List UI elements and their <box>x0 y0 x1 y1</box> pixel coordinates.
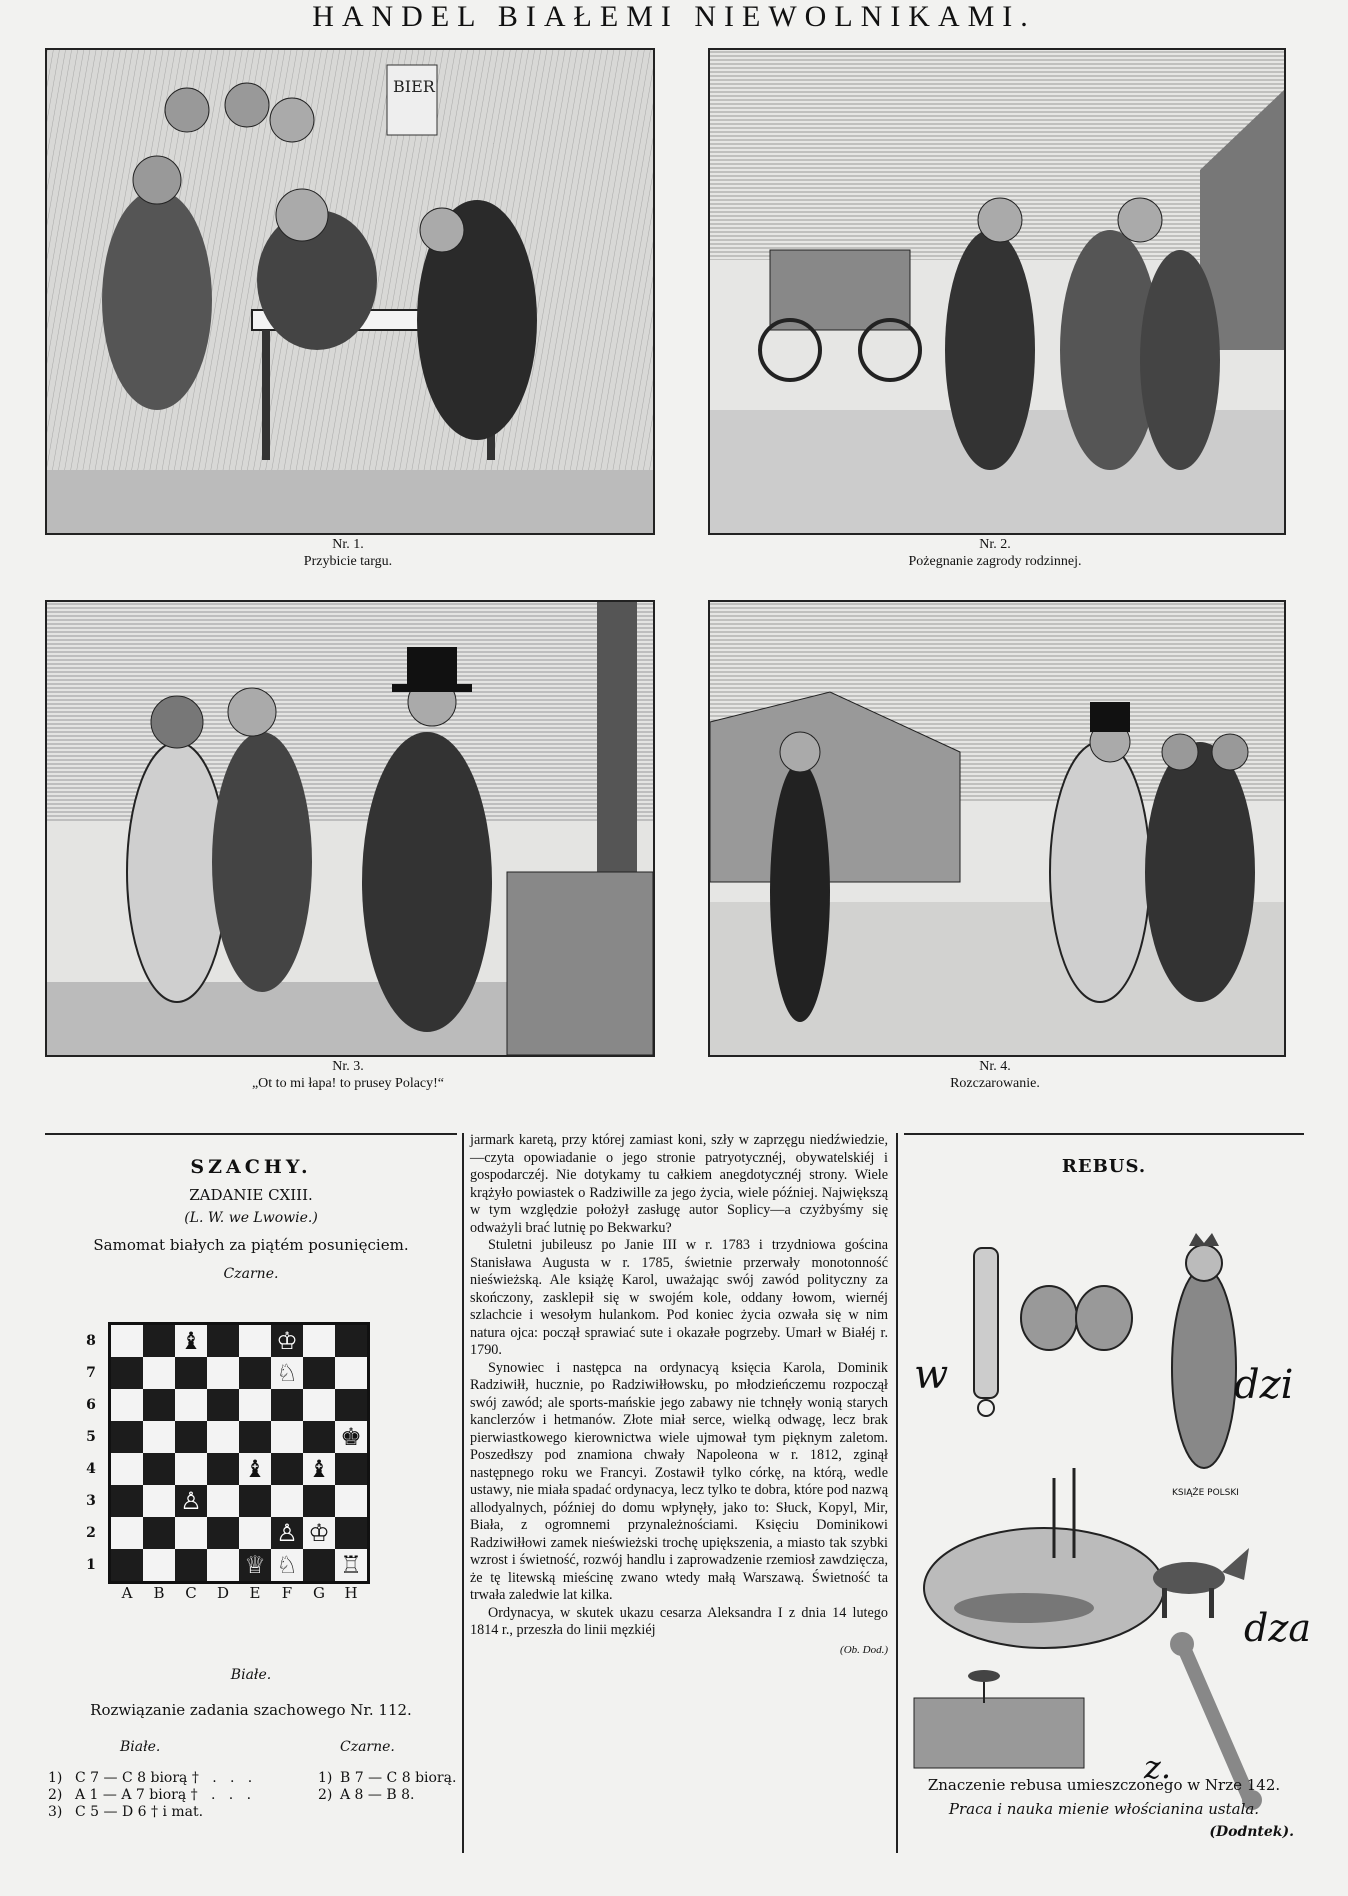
chess-square-a2 <box>111 1517 143 1549</box>
chess-square-c7 <box>175 1357 207 1389</box>
chess-square-a3 <box>111 1485 143 1517</box>
panel-1-number: Nr. 1. <box>332 537 364 552</box>
chess-square-d5 <box>207 1421 239 1453</box>
chess-square-g4: ♝ <box>303 1453 335 1485</box>
solution-move-3-white: C 5 — D 6 † i mat. <box>75 1804 204 1820</box>
chess-square-h2 <box>335 1517 367 1549</box>
chess-square-g7 <box>303 1357 335 1389</box>
chess-square-b1 <box>143 1549 175 1581</box>
chess-square-b8 <box>143 1325 175 1357</box>
chess-square-a1 <box>111 1549 143 1581</box>
column-divider-left <box>462 1133 464 1853</box>
chess-square-b6 <box>143 1389 175 1421</box>
chess-square-h3 <box>335 1485 367 1517</box>
solution-move-1-black: B 7 — C 8 biorą. <box>340 1770 457 1786</box>
recruitment-scene-engraving <box>47 602 653 1055</box>
illustration-panel-1 <box>45 48 655 535</box>
rebus-top-rule <box>904 1133 1304 1135</box>
rank-label: 7 <box>86 1365 96 1381</box>
chess-white-label: Białe. <box>230 1667 272 1683</box>
disenchantment-scene-engraving <box>710 602 1284 1055</box>
rank-label: 3 <box>86 1493 96 1509</box>
chess-square-e4: ♝ <box>239 1453 271 1485</box>
panel-4-caption <box>708 1058 1282 1092</box>
rebus-answer: Praca i nauka mienie włościanina ustala. <box>948 1800 1260 1818</box>
article-paragraph-1: jarmark karetą, przy której zamiast koni, szły w zaprzęgu niedźwiedzie, —czyta opowiadanie o jego stronie patryotycznéj, obywatelskiéj i gospodarczéj. Nie dotykamy tu całkiem anegdotycznéj strony. Wiele krążyło powiastek o Radziwille za jego życia, wiele później. Największą w tym względzie położył zasługę autor Soplicy—a czyżbyśmy się odważyli brać lutnię po Bekwarku? <box>470 1132 888 1236</box>
chess-square-e1: ♕ <box>239 1549 271 1581</box>
strap-icon <box>974 1248 998 1416</box>
article-column <box>470 1132 888 1659</box>
chess-square-a6 <box>111 1389 143 1421</box>
chess-square-a4 <box>111 1453 143 1485</box>
chess-square-d6 <box>207 1389 239 1421</box>
chess-square-b2 <box>143 1517 175 1549</box>
illustration-panel-4 <box>708 600 1286 1057</box>
solution-move-2-black-number: 2) <box>318 1787 333 1803</box>
rank-label: 6 <box>86 1397 96 1413</box>
chess-square-g2: ♔ <box>303 1517 335 1549</box>
chess-square-b7 <box>143 1357 175 1389</box>
chess-square-g3 <box>303 1485 335 1517</box>
chess-square-c3: ♙ <box>175 1485 207 1517</box>
chess-square-e3 <box>239 1485 271 1517</box>
chess-square-h5: ♚ <box>335 1421 367 1453</box>
chess-square-h7 <box>335 1357 367 1389</box>
chess-board <box>108 1322 370 1584</box>
chess-square-f5 <box>271 1421 303 1453</box>
panel-3-number: Nr. 3. <box>332 1059 364 1074</box>
rank-label: 1 <box>86 1557 96 1573</box>
chess-square-g8 <box>303 1325 335 1357</box>
article-paragraph-3: Synowiec i następca na ordynacyą księcia Karola, Dominik Radziwiłł, hucznie, po Radziwiłłowsku, po młodzieńczemu rozpoczął swój zawód; ale sports-mańskie jego zabawy nie tchnęły wonią starych kanclerzów i hetmanów. Złote miał serce, wielką odwagę, lecz brak pierwiastkowego kierownictwa wiele ujmował tym pięknym zaletom. Poszedłszy pod znamiona chwały Napoleona w r. 1812, zginął następnego roku we Francyi. Zostawił tylko córkę, na którą, wedle ustawy, nie miała spadać ordynacya, lecz tylko te dobra, które pod nazwą allodyalnych, później do domu wpłynęły, jako to: Słuck, Kopyl, Mir, Biała, z ogromnemi przynależnościami. Księciu Dominikowi Radziwiłłowi zamek nieświeżski trochę upiększenia, a miasto tak szybki wzrost i świetność, rozwój handlu i zaprowadzenie rzemiosł zawdzięcza, że tę litewską mieścinę zwano wtedy małą Warszawą. Świetność ta trwała zaledwie lat kilka. <box>470 1359 888 1603</box>
panel-1-caption <box>45 536 651 570</box>
dream-scene-figures <box>924 1468 1164 1648</box>
rank-label: 8 <box>86 1333 96 1349</box>
chess-square-d4 <box>207 1453 239 1485</box>
panel-2-number: Nr. 2. <box>979 537 1011 552</box>
chess-square-c2 <box>175 1517 207 1549</box>
solution-move-1-number: 1) <box>48 1770 63 1786</box>
chess-square-e7 <box>239 1357 271 1389</box>
rebus-letters-dza: dza <box>1244 1606 1312 1650</box>
file-label: H <box>344 1584 358 1602</box>
chess-square-d3 <box>207 1485 239 1517</box>
file-label: C <box>185 1584 197 1602</box>
chess-square-c5 <box>175 1421 207 1453</box>
chess-square-f1: ♘ <box>271 1549 303 1581</box>
file-label: D <box>216 1584 230 1602</box>
chess-square-d8 <box>207 1325 239 1357</box>
illustration-panel-2 <box>708 48 1286 535</box>
rebus-letters-w: w <box>914 1352 949 1398</box>
article-continuation-reference: (Ob. Dod.) <box>840 1643 888 1656</box>
rebus-king-label: KSIĄŻE POLSKI <box>1172 1488 1239 1498</box>
rank-label: 2 <box>86 1525 96 1541</box>
solution-move-1-black-number: 1) <box>318 1770 333 1786</box>
file-label: F <box>281 1584 293 1602</box>
file-label: A <box>121 1584 133 1602</box>
article-paragraph-4: Ordynacya, w skutek ukazu cesarza Aleksandra I z dnia 14 lutego 1814 r., przeszła do linii męzkiéj <box>470 1604 888 1638</box>
chess-problem-number: ZADANIE CXIII. <box>189 1186 313 1204</box>
beer-sign: BIER <box>393 77 435 96</box>
rebus-picture-puzzle <box>904 1188 1312 1808</box>
polish-prince-figure <box>1172 1233 1236 1468</box>
solution-move-3-number: 3) <box>48 1804 63 1820</box>
column-divider-right <box>896 1133 898 1853</box>
chess-top-rule <box>45 1133 457 1135</box>
chess-square-b5 <box>143 1421 175 1453</box>
chess-square-e5 <box>239 1421 271 1453</box>
chess-square-h1: ♖ <box>335 1549 367 1581</box>
panel-2-caption <box>708 536 1282 570</box>
chess-square-f3 <box>271 1485 303 1517</box>
farewell-scene-engraving <box>710 50 1284 533</box>
file-label: E <box>249 1584 261 1602</box>
chess-square-c1 <box>175 1549 207 1581</box>
panel-1-title: Przybicie targu. <box>303 554 393 569</box>
panel-4-title: Rozczarowanie. <box>950 1076 1040 1091</box>
chess-square-c8: ♝ <box>175 1325 207 1357</box>
rebus-answer-title: Znaczenie rebusa umieszczonego w Nrze 142. <box>927 1776 1281 1794</box>
chess-square-e8 <box>239 1325 271 1357</box>
solution-move-2-white: A 1 — A 7 biorą † . . . <box>75 1787 252 1803</box>
panel-3-caption <box>45 1058 651 1092</box>
chess-square-f4 <box>271 1453 303 1485</box>
chess-square-b4 <box>143 1453 175 1485</box>
chess-square-d1 <box>207 1549 239 1581</box>
chess-square-b3 <box>143 1485 175 1517</box>
chess-solution-title: Rozwiązanie zadania szachowego Nr. 112. <box>90 1701 412 1719</box>
panel-2-title: Pożegnanie zagrody rodzinnej. <box>908 554 1082 569</box>
chess-problem-task: Samomat białych za piątém posunięciem. <box>93 1236 409 1254</box>
chess-problem-author: (L. W. we Lwowie.) <box>184 1210 318 1226</box>
chess-square-g1 <box>303 1549 335 1581</box>
chess-square-f6 <box>271 1389 303 1421</box>
chess-square-c4 <box>175 1453 207 1485</box>
chess-square-f8: ♔ <box>271 1325 303 1357</box>
chess-square-f7: ♘ <box>271 1357 303 1389</box>
chess-square-c6 <box>175 1389 207 1421</box>
solution-move-1-white: C 7 — C 8 biorą † . . . <box>75 1770 253 1786</box>
castanets-icon <box>1021 1286 1132 1350</box>
chess-square-g5 <box>303 1421 335 1453</box>
chess-square-e6 <box>239 1389 271 1421</box>
solution-white-header: Białe. <box>120 1739 161 1755</box>
chess-square-a7 <box>111 1357 143 1389</box>
chess-diagram <box>45 1318 457 1608</box>
chess-square-h6 <box>335 1389 367 1421</box>
chess-square-h4 <box>335 1453 367 1485</box>
chess-black-label: Czarne. <box>223 1266 279 1282</box>
chess-square-d7 <box>207 1357 239 1389</box>
chess-square-d2 <box>207 1517 239 1549</box>
chess-square-g6 <box>303 1389 335 1421</box>
chess-section <box>45 1148 457 1602</box>
panel-3-title: „Ot to mi łapa! to prusey Polacy!“ <box>251 1076 445 1091</box>
rebus-heading: REBUS. <box>1061 1156 1147 1177</box>
chess-heading: SZACHY. <box>190 1156 312 1178</box>
chess-square-e2 <box>239 1517 271 1549</box>
tavern-scene-engraving <box>47 50 653 533</box>
donkey-icon <box>1153 1548 1249 1618</box>
illustration-panel-3 <box>45 600 655 1057</box>
solution-black-header: Czarne. <box>340 1739 395 1755</box>
rank-label: 4 <box>86 1461 96 1477</box>
chess-square-a8 <box>111 1325 143 1357</box>
rebus-letters-z: z. <box>1144 1748 1172 1786</box>
page-title: HANDEL BIAŁEMI NIEWOLNIKAMI. <box>312 0 1036 33</box>
file-label: B <box>153 1584 165 1602</box>
chess-square-h8 <box>335 1325 367 1357</box>
panel-4-number: Nr. 4. <box>979 1059 1011 1074</box>
rank-label: 5 <box>86 1429 96 1445</box>
solution-move-2-black: A 8 — B 8. <box>340 1787 415 1803</box>
rebus-letters-dzi: dzi <box>1234 1362 1294 1408</box>
rebus-supplement-note: (Dodntek). <box>1209 1824 1294 1840</box>
chess-square-f2: ♙ <box>271 1517 303 1549</box>
solution-move-2-number: 2) <box>48 1787 63 1803</box>
crowd-procession-figures <box>914 1670 1084 1768</box>
file-label: G <box>313 1584 325 1602</box>
chess-square-a5 <box>111 1421 143 1453</box>
article-paragraph-2: Stuletni jubileusz po Janie III w r. 1783 i trzydniowa gościna Stanisława Augusta w r. 1785, świetnie przerwały monotonność nieświeżską. Ale książę Karol, uważając swój zawód polityczny za skończony, zasklepił się w swojém kole, oddany łowom, wiernéj szlachcie i wesołym hulankom. Pod koniec życia ozwała się w nim natura ojca: począł sprawiać sute i okazałe pogrzeby. Umarł w Białéj r. 1790. <box>470 1237 888 1358</box>
